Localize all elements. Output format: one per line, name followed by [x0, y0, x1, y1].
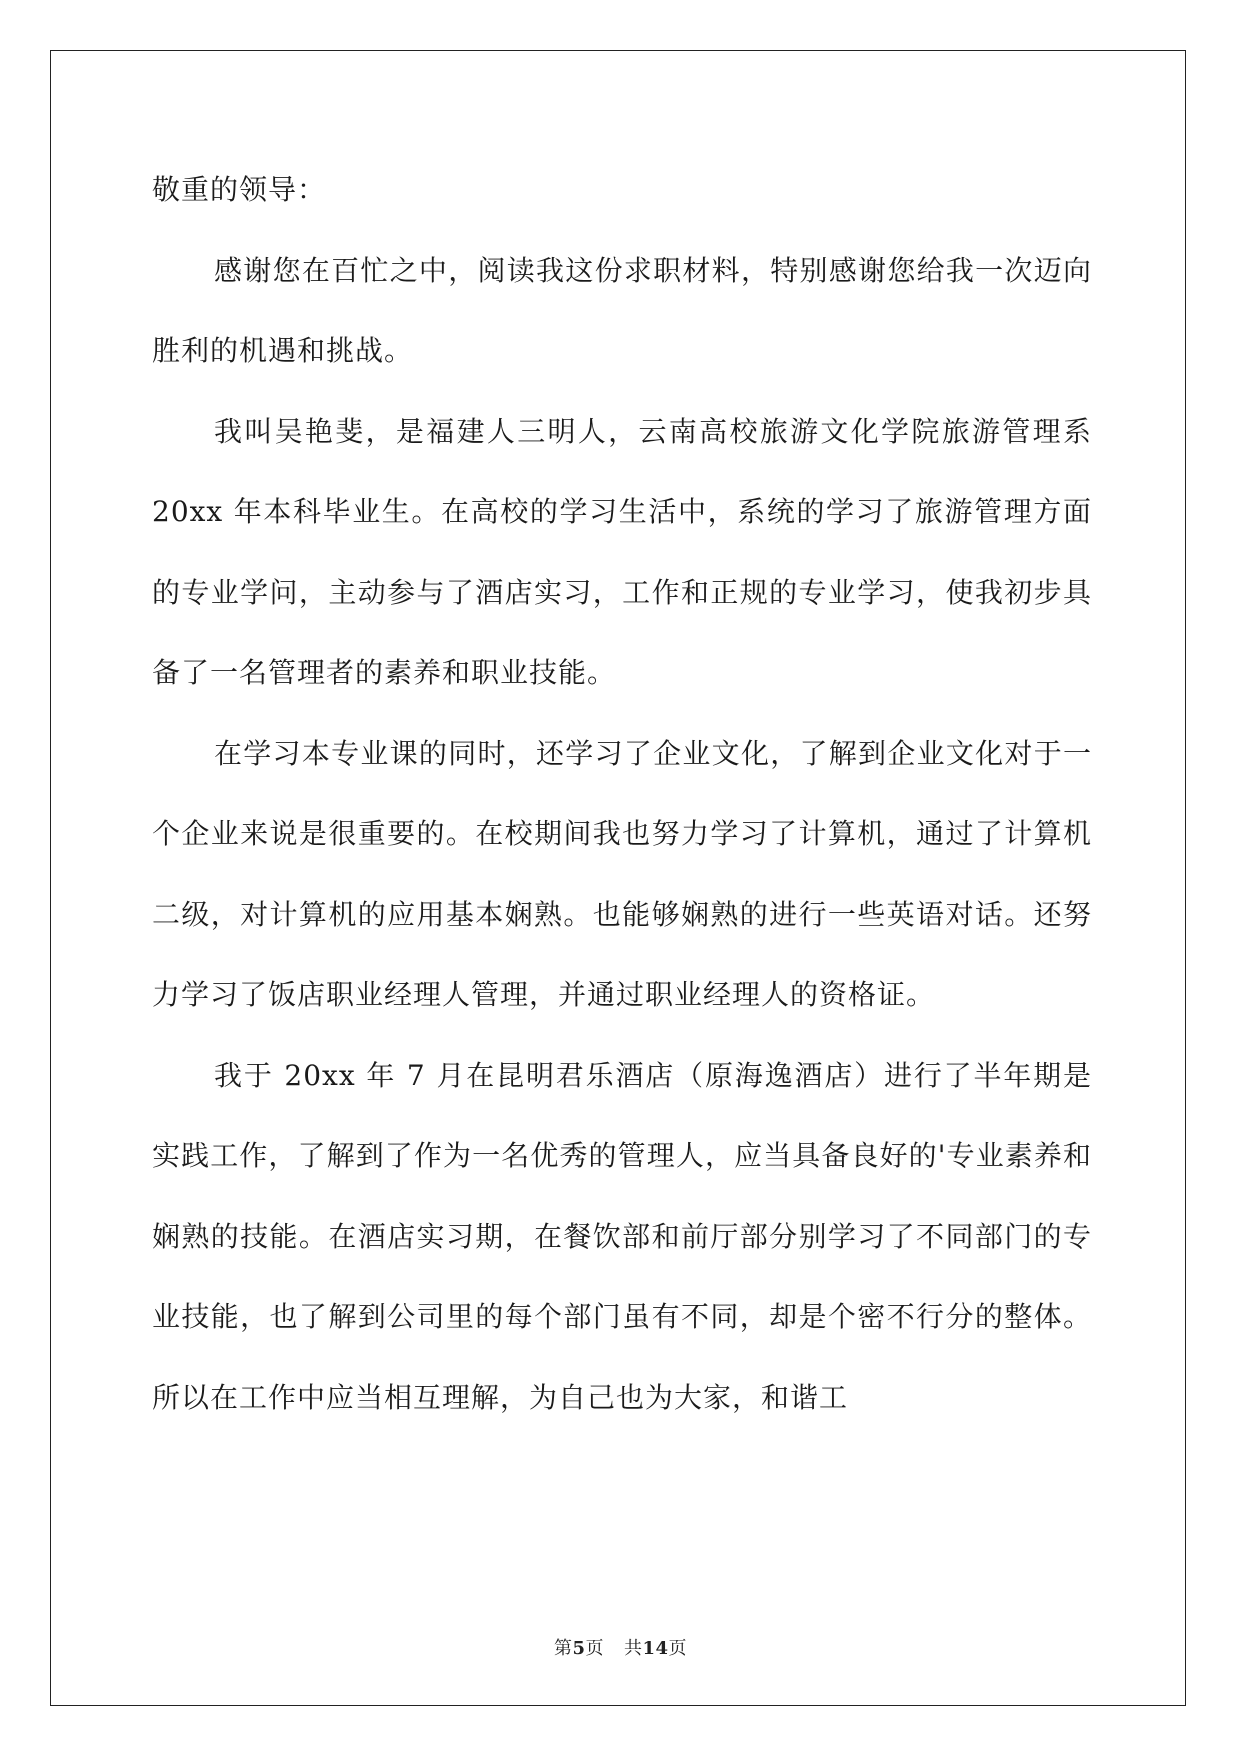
- paragraph-3: 在学习本专业课的同时，还学习了企业文化，了解到企业文化对于一个企业来说是很重要的。在校期间我也努力学习了计算机，通过了计算机二级，对计算机的应用基本娴熟。也能够娴熟的进行一些英语对话。还努力学习了饭店职业经理人管理，并通过职业经理人的资格证。: [152, 736, 1092, 1011]
- paragraph-4: 我于 20xx 年 7 月在昆明君乐酒店（原海逸酒店）进行了半年期是实践工作，了解到了作为一名优秀的管理人，应当具备良好的'专业素养和娴熟的技能。在酒店实习期，在餐饮部和前厅部分别学习了不同部门的专业技能，也了解到公司里的每个部门虽有不同，却是个密不行分的整体。所以在工作中应当相互理解，为自己也为大家，和谐工: [152, 1058, 1092, 1414]
- salutation: 敬重的领导：: [152, 173, 327, 206]
- page-footer: [0, 1634, 1241, 1660]
- total-prefix: 共: [623, 1638, 643, 1659]
- paragraph-2: 我叫吴艳斐，是福建人三明人，云南高校旅游文化学院旅游管理系 20xx 年本科毕业生。在高校的学习生活中，系统的学习了旅游管理方面的专业学问，主动参与了酒店实习，工作和正规的专业学习，使我初步具备了一名管理者的素养和职业技能。: [152, 414, 1092, 689]
- page-prefix: 第: [553, 1638, 573, 1659]
- page-unit: 页: [585, 1638, 604, 1659]
- paragraph-1: 感谢您在百忙之中，阅读我这份求职材料，特别感谢您给我一次迈向胜利的机遇和挑战。: [152, 253, 1092, 367]
- total-unit: 页: [668, 1638, 688, 1659]
- letter-body: [152, 150, 1092, 1438]
- total-pages: 14: [642, 1638, 669, 1659]
- page-number: 5: [572, 1638, 586, 1659]
